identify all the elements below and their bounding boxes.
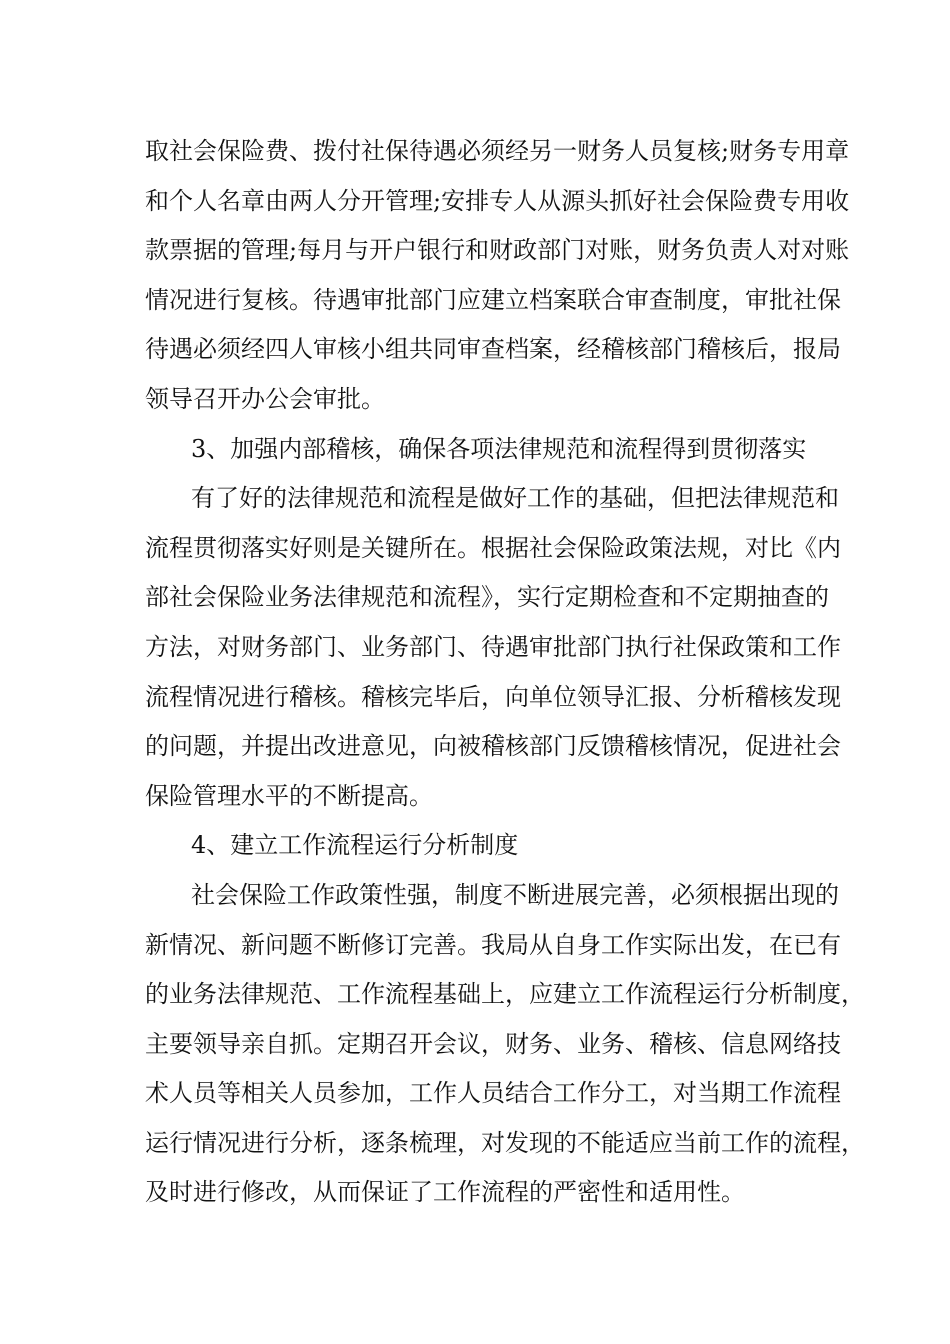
text-line: 新情况、新问题不断修订完善。我局从自身工作实际出发，在已有 bbox=[145, 930, 841, 959]
text-line: 的问题，并提出改进意见，向被稽核部门反馈稽核情况，促进社会 bbox=[145, 732, 841, 761]
text-line: 领导召开办公会审批。 bbox=[145, 384, 385, 413]
text-line: 流程贯彻落实好则是关键所在。根据社会保险政策法规，对比《内 bbox=[145, 533, 841, 562]
text-line: 取社会保险费、拨付社保待遇必须经另一财务人员复核;财务专用章 bbox=[145, 137, 850, 165]
section-heading-3 bbox=[145, 425, 810, 475]
text-line: 流程情况进行稽核。稽核完毕后，向单位领导汇报、分析稽核发现 bbox=[145, 682, 841, 711]
paragraph-internal-audit bbox=[145, 474, 841, 821]
paragraph-continuation bbox=[145, 127, 850, 425]
section-heading-4 bbox=[145, 821, 810, 871]
text-line: 的业务法律规范、工作流程基础上，应建立工作流程运行分析制度， bbox=[145, 980, 865, 1009]
text-line: 有了好的法律规范和流程是做好工作的基础，但把法律规范和 bbox=[191, 484, 839, 513]
text-line: 社会保险工作政策性强，制度不断进展完善，必须根据出现的 bbox=[191, 880, 839, 909]
text-line: 待遇必须经四人审核小组共同审查档案，经稽核部门稽核后，报局 bbox=[145, 335, 841, 364]
paragraph-process-analysis bbox=[145, 871, 865, 1218]
text-line: 主要领导亲自抓。定期召开会议，财务、业务、稽核、信息网络技 bbox=[145, 1029, 841, 1058]
document-body bbox=[145, 127, 865, 1218]
text-line: 术人员等相关人员参加，工作人员结合工作分工，对当期工作流程 bbox=[145, 1079, 841, 1108]
text-line: 方法，对财务部门、业务部门、待遇审批部门执行社保政策和工作 bbox=[145, 632, 841, 661]
text-line: 部社会保险业务法律规范和流程》，实行定期检查和不定期抽查的 bbox=[145, 583, 829, 612]
text-line: 和个人名章由两人分开管理;安排专人从源头抓好社会保险费专用收 bbox=[145, 186, 850, 215]
heading-line: 4、建立工作流程运行分析制度 bbox=[191, 831, 519, 860]
text-line: 及时进行修改，从而保证了工作流程的严密性和适用性。 bbox=[145, 1178, 745, 1207]
text-line: 保险管理水平的不断提高。 bbox=[145, 781, 433, 810]
text-line: 款票据的管理;每月与开户银行和财政部门对账，财务负责人对对账 bbox=[145, 236, 850, 265]
heading-line: 3、加强内部稽核，确保各项法律规范和流程得到贯彻落实 bbox=[191, 434, 807, 463]
text-line: 运行情况进行分析，逐条梳理，对发现的不能适应当前工作的流程， bbox=[145, 1128, 865, 1157]
text-line: 情况进行复核。待遇审批部门应建立档案联合审查制度，审批社保 bbox=[145, 285, 841, 314]
